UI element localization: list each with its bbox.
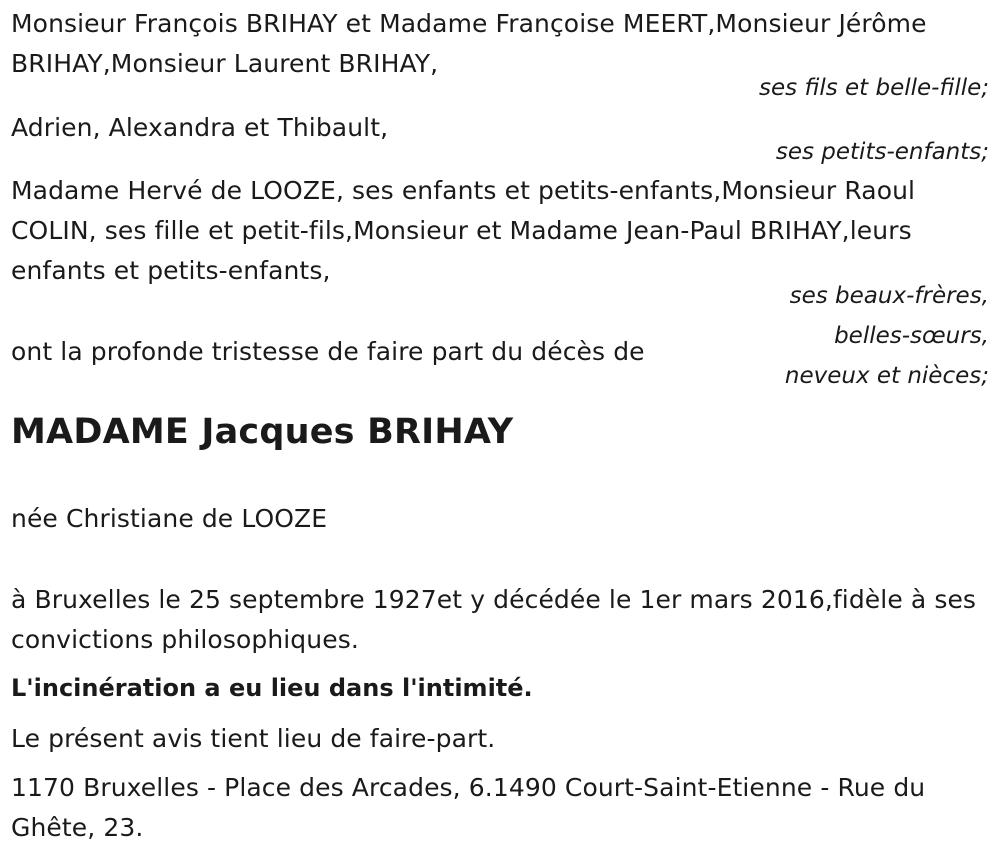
inlaws-roles	[785, 276, 989, 396]
birth-death-details: à Bruxelles le 25 septembre 1927et y décédée le 1er mars 2016,fidèle à ses convictions philosophiques.	[11, 585, 977, 654]
grandchildren-names: Adrien, Alexandra et Thibault,	[11, 113, 389, 142]
inlaws-names: Madame Hervé de LOOZE, ses enfants et petits-enfants,Monsieur Raoul COLIN, ses fille et petit-fils,Monsieur et Madame Jean-Paul BRIHAY,leurs enfants et petits-enfants,	[11, 176, 916, 285]
addresses: 1170 Bruxelles - Place des Arcades, 6.1490 Court-Saint-Etienne - Rue du Ghête, 23.	[11, 773, 926, 842]
grandchildren-role: ses petits-enfants;	[775, 139, 989, 165]
inlaws-role-1: ses beaux-frères,	[789, 283, 989, 309]
inlaws-role-3: neveux et nièces;	[784, 363, 989, 389]
sons-role: ses fils et belle-fille;	[759, 75, 989, 101]
deceased-name: MADAME Jacques BRIHAY	[11, 412, 514, 452]
maiden-name: née Christiane de LOOZE	[11, 504, 328, 533]
inlaws-role-2: belles-sœurs,	[834, 323, 989, 349]
faire-part-notice: Le présent avis tient lieu de faire-part.	[11, 724, 496, 753]
cremation-text: L'incinération a eu lieu dans l'intimité.	[11, 674, 533, 702]
sons-names: Monsieur François BRIHAY et Madame Françoise MEERT,Monsieur Jérôme BRIHAY,Monsieur Laurent BRIHAY,	[11, 9, 927, 78]
announcement-text: ont la profonde tristesse de faire part du décès de	[11, 337, 645, 366]
